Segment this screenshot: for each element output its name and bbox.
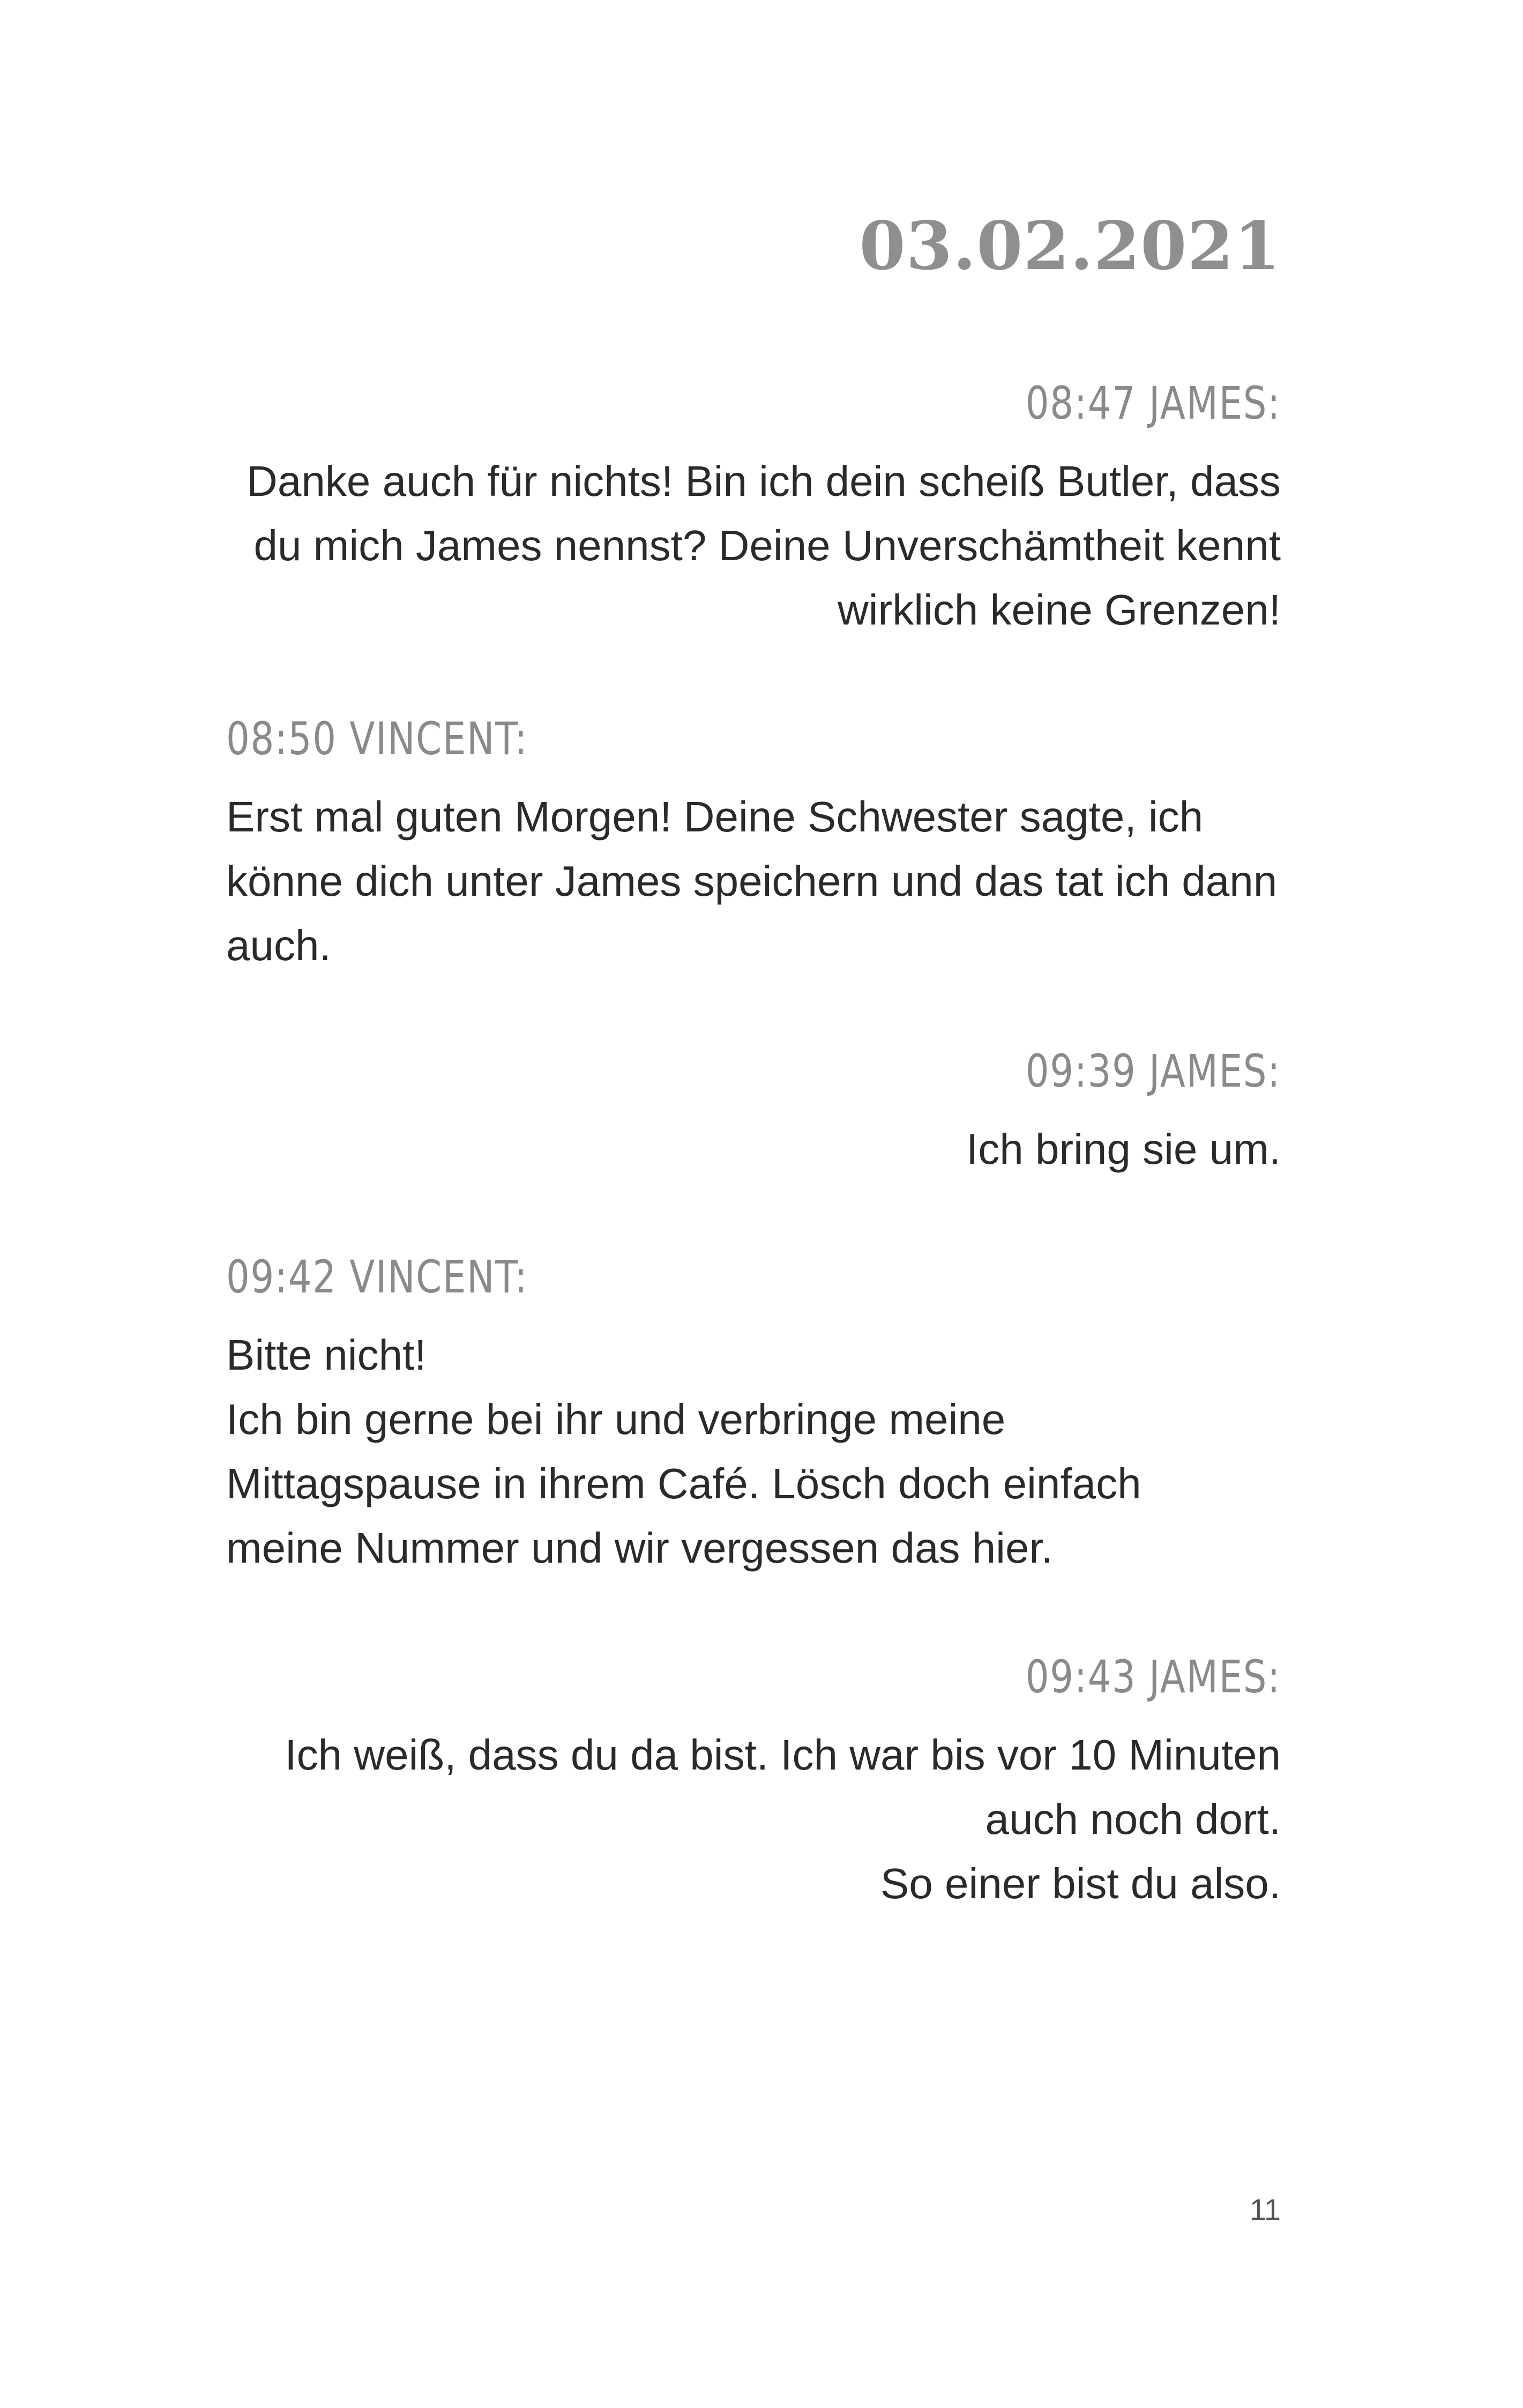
page-number: 11 [1249,2193,1281,2226]
book-page [226,0,1281,2408]
message-line: wirklich keine Grenzen! [838,586,1281,634]
message-header: 08:47 JAMES: [1025,377,1281,429]
message-vincent-0850 [226,712,1281,978]
message-james-0939 [226,1045,1281,1181]
message-james-0943 [226,1651,1281,1916]
message-line: So einer bist du also. [880,1860,1281,1907]
message-line: Danke auch für nichts! Bin ich dein scheiß Butler, dass [247,457,1281,505]
message-line: meine Nummer und wir vergessen das hier. [226,1524,1053,1572]
message-line: Ich weiß, dass du da bist. Ich war bis vor 10 Minuten [285,1731,1281,1779]
chapter-date: 03.02.2021 [859,207,1281,285]
message-header: 08:50 VINCENT: [226,712,528,765]
message-james-0847 [226,377,1281,642]
message-line: Mittagspause in ihrem Café. Lösch doch einfach [226,1460,1141,1507]
message-line: auch. [226,921,331,969]
message-line: Ich bring sie um. [966,1125,1281,1173]
message-line: auch noch dort. [985,1795,1281,1843]
message-header: 09:43 JAMES: [1025,1651,1281,1703]
message-line: Erst mal guten Morgen! Deine Schwester sagte, ich [226,793,1204,841]
message-vincent-0942 [226,1251,1281,1580]
message-line: Ich bin gerne bei ihr und verbringe meine [226,1395,1006,1443]
message-header: 09:42 VINCENT: [226,1251,528,1303]
message-header: 09:39 JAMES: [1025,1045,1281,1097]
message-line: könne dich unter James speichern und das tat ich dann [226,857,1278,905]
message-line: du mich James nennst? Deine Unverschämtheit kennt [253,522,1281,569]
message-line: Bitte nicht! [226,1331,427,1379]
